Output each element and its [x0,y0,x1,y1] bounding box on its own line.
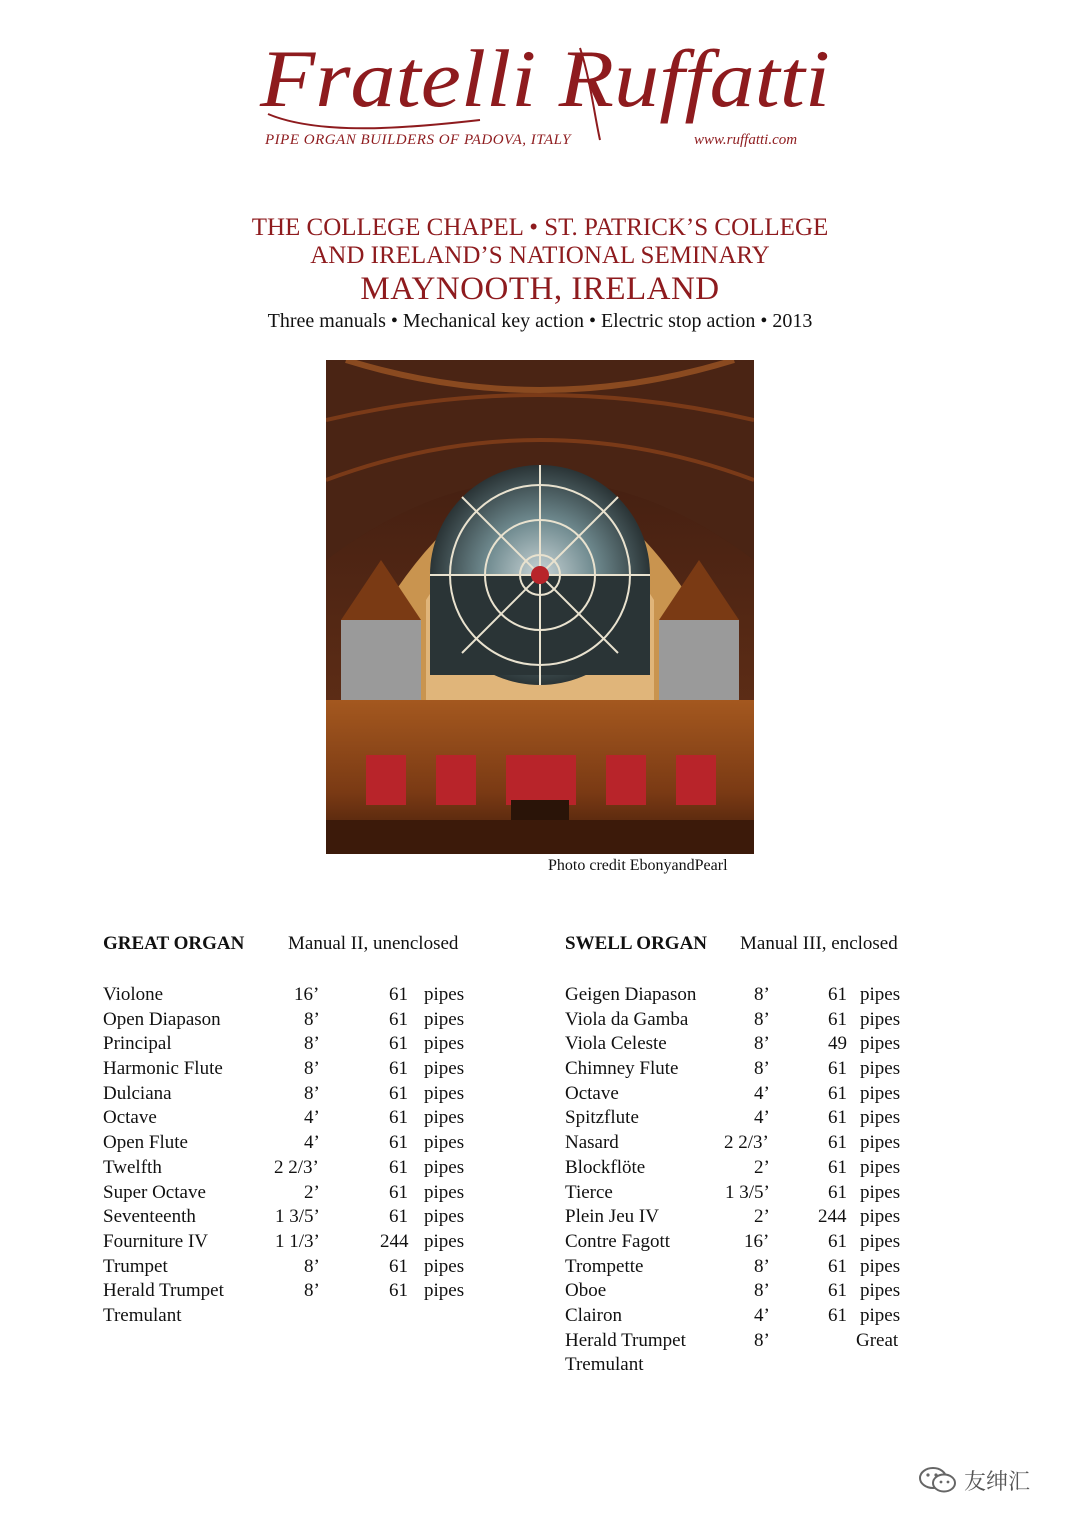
stop-name: Dulciana [103,1082,172,1104]
stop-unit: pipes [860,1082,901,1104]
stop-row [103,1157,483,1182]
stop-pipe-count: 61 [828,1132,847,1154]
stop-pipe-count: 61 [389,1132,408,1154]
stop-unit: pipes [860,1156,901,1178]
stop-unit: pipes [424,1082,465,1104]
stop-row [565,1009,925,1034]
stop-pitch: 8’ [754,1058,770,1080]
stop-row [103,1231,483,1256]
stop-name: Super Octave [103,1181,206,1203]
watermark-text: 友绅汇 [964,1469,1031,1495]
stop-row [565,1330,925,1355]
stop-row [103,1206,483,1231]
stop-row [103,1107,483,1132]
stop-name: Open Diapason [103,1008,221,1030]
stop-pitch: 8’ [304,1280,320,1302]
stop-pitch: 2 2/3’ [274,1156,319,1178]
stop-name: Trompette [565,1255,644,1277]
stop-unit: pipes [424,1181,465,1203]
stop-pitch: 16’ [294,984,320,1005]
venue-line-1: THE COLLEGE CHAPEL • ST. PATRICK’S COLLEGE [251,214,829,241]
stop-unit: pipes [860,1230,901,1252]
stop-unit: pipes [860,1132,901,1154]
stop-row [565,1305,925,1330]
stop-row [103,1305,483,1330]
stop-pipe-count: 61 [389,1206,408,1228]
stop-pitch: 8’ [754,1329,770,1351]
stop-pipe-count: 61 [389,1280,408,1302]
stop-row [103,1083,483,1108]
stop-pitch: 8’ [754,1008,770,1030]
stop-unit: pipes [424,1107,465,1129]
stop-name: Open Flute [103,1132,188,1154]
stop-pipe-count: 49 [828,1033,847,1055]
stop-pitch: 8’ [304,1058,320,1080]
stop-name: Viola da Gamba [565,1008,689,1030]
stop-unit: pipes [424,1206,465,1228]
stop-pitch: 8’ [754,984,770,1005]
great-organ-header [103,933,459,955]
stop-pipe-count: 61 [389,1058,408,1080]
stop-pitch: 4’ [304,1132,320,1154]
stop-row [565,1107,925,1132]
stop-name: Tremulant [103,1304,182,1326]
stop-name: Blockflöte [565,1156,646,1178]
stop-name: Plein Jeu IV [565,1206,659,1228]
stop-name: Oboe [565,1280,607,1302]
stop-unit: pipes [860,1255,901,1277]
stop-row [565,1231,925,1256]
brand-name: Fratelli Ruffatti [258,33,830,124]
stop-name: Trumpet [103,1255,168,1277]
stop-name: Violone [103,984,164,1005]
stop-row [103,1009,483,1034]
stop-row [565,1280,925,1305]
wechat-icon [918,1465,958,1495]
stop-row [565,1132,925,1157]
stop-name: Spitzflute [565,1107,639,1129]
swell-organ-title: SWELL ORGAN [565,933,708,954]
stop-name: Clairon [565,1304,622,1326]
stop-pitch: 1 3/5’ [725,1181,770,1203]
stop-pipe-count: 244 [380,1230,409,1252]
brand-logo [250,28,840,158]
stop-unit: pipes [424,1280,465,1302]
stop-row [565,1206,925,1231]
stop-name: Octave [103,1107,157,1129]
stop-row [103,984,483,1009]
stop-row [103,1033,483,1058]
stop-name: Geigen Diapason [565,984,697,1005]
stop-division-ref: Great [856,1329,899,1351]
stop-name: Herald Trumpet [565,1329,686,1351]
wechat-watermark [918,1460,1030,1500]
stop-row [565,1058,925,1083]
stop-pitch: 4’ [754,1107,770,1129]
stop-unit: pipes [860,1033,901,1055]
stop-row [103,1280,483,1305]
stop-unit: pipes [424,1230,465,1252]
venue-line-2: AND IRELAND’S NATIONAL SEMINARY [310,242,770,269]
stop-pipe-count: 61 [389,1156,408,1178]
organ-specs-subtitle: Three manuals • Mechanical key action • Electric stop action • 2013 [267,310,813,332]
stop-unit: pipes [424,1033,465,1055]
stop-row [565,1354,925,1379]
stop-pitch: 2’ [754,1156,770,1178]
stop-name: Contre Fagott [565,1230,671,1252]
stop-pitch: 4’ [304,1107,320,1129]
stop-unit: pipes [860,1107,901,1129]
stop-unit: pipes [860,984,901,1005]
stop-row [565,1157,925,1182]
great-stop-list [103,984,483,1330]
stop-pipe-count: 61 [389,1181,408,1203]
stop-pitch: 8’ [304,1255,320,1277]
stop-pipe-count: 61 [828,1156,847,1178]
stop-unit: pipes [424,1156,465,1178]
stop-name: Chimney Flute [565,1058,679,1080]
stop-unit: pipes [424,1058,465,1080]
stop-name: Viola Celeste [565,1033,667,1055]
stop-unit: pipes [424,984,465,1005]
stop-pipe-count: 61 [389,1008,408,1030]
stop-pitch: 8’ [304,1082,320,1104]
stop-row [103,1182,483,1207]
great-organ-title: GREAT ORGAN [103,933,245,954]
stop-pipe-count: 61 [828,1181,847,1203]
stop-pipe-count: 61 [828,1082,847,1104]
stop-pipe-count: 61 [828,1107,847,1129]
stop-pitch: 2’ [304,1181,320,1203]
swell-stop-list [565,984,925,1379]
stop-pipe-count: 61 [389,1107,408,1129]
stop-unit: pipes [860,1304,901,1326]
stop-unit: pipes [860,1058,901,1080]
stop-name: Twelfth [103,1156,162,1178]
stop-row [565,984,925,1009]
stop-pipe-count: 61 [828,984,847,1005]
stop-pitch: 4’ [754,1082,770,1104]
stop-row [565,1033,925,1058]
stop-pipe-count: 61 [828,1008,847,1030]
stop-row [103,1256,483,1281]
stop-name: Harmonic Flute [103,1058,223,1080]
stop-pipe-count: 244 [818,1206,847,1228]
stop-pipe-count: 61 [828,1304,847,1326]
stop-pitch: 8’ [304,1008,320,1030]
stop-pipe-count: 61 [828,1058,847,1080]
stop-pitch: 8’ [754,1033,770,1055]
stop-name: Herald Trumpet [103,1280,224,1302]
stop-name: Tierce [565,1181,613,1203]
stop-pipe-count: 61 [828,1230,847,1252]
stop-pipe-count: 61 [389,1255,408,1277]
stop-row [565,1256,925,1281]
stop-pitch: 8’ [304,1033,320,1055]
stop-pitch: 16’ [744,1230,770,1252]
stop-pipe-count: 61 [828,1255,847,1277]
swell-organ-header [565,933,898,955]
stop-pipe-count: 61 [389,1082,408,1104]
stop-name: Fourniture IV [103,1230,209,1252]
photo-credit: Photo credit EbonyandPearl [548,857,728,874]
stop-name: Octave [565,1082,619,1104]
stop-name: Principal [103,1033,172,1055]
brand-url[interactable]: www.ruffatti.com [694,132,798,148]
stop-unit: pipes [424,1132,465,1154]
stop-unit: pipes [860,1280,901,1302]
stop-pitch: 2’ [754,1206,770,1228]
stop-pipe-count: 61 [389,984,408,1005]
stop-name: Nasard [565,1132,619,1154]
great-organ-description: Manual II, unenclosed [288,933,459,954]
location-title: MAYNOOTH, IRELAND [360,271,720,307]
stop-pitch: 8’ [754,1280,770,1302]
stop-row [565,1182,925,1207]
swell-organ-description: Manual III, enclosed [740,933,898,954]
stop-unit: pipes [860,1181,901,1203]
stop-name: Seventeenth [103,1206,196,1228]
stop-pipe-count: 61 [828,1280,847,1302]
stop-pitch: 2 2/3’ [724,1132,769,1154]
brand-tagline: PIPE ORGAN BUILDERS OF PADOVA, ITALY [265,132,572,148]
stop-pitch: 1 3/5’ [275,1206,320,1228]
stop-unit: pipes [860,1008,901,1030]
stop-row [103,1132,483,1157]
stop-pipe-count: 61 [389,1033,408,1055]
stop-unit: pipes [424,1008,465,1030]
stop-name: Tremulant [565,1354,644,1376]
stop-pitch: 4’ [754,1304,770,1326]
stop-row [565,1083,925,1108]
stop-unit: pipes [860,1206,901,1228]
chapel-organ-photo [326,360,754,854]
stop-pitch: 1 1/3’ [275,1230,320,1252]
stop-row [103,1058,483,1083]
brand-wordmark [250,28,840,143]
stop-pitch: 8’ [754,1255,770,1277]
stop-unit: pipes [424,1255,465,1277]
